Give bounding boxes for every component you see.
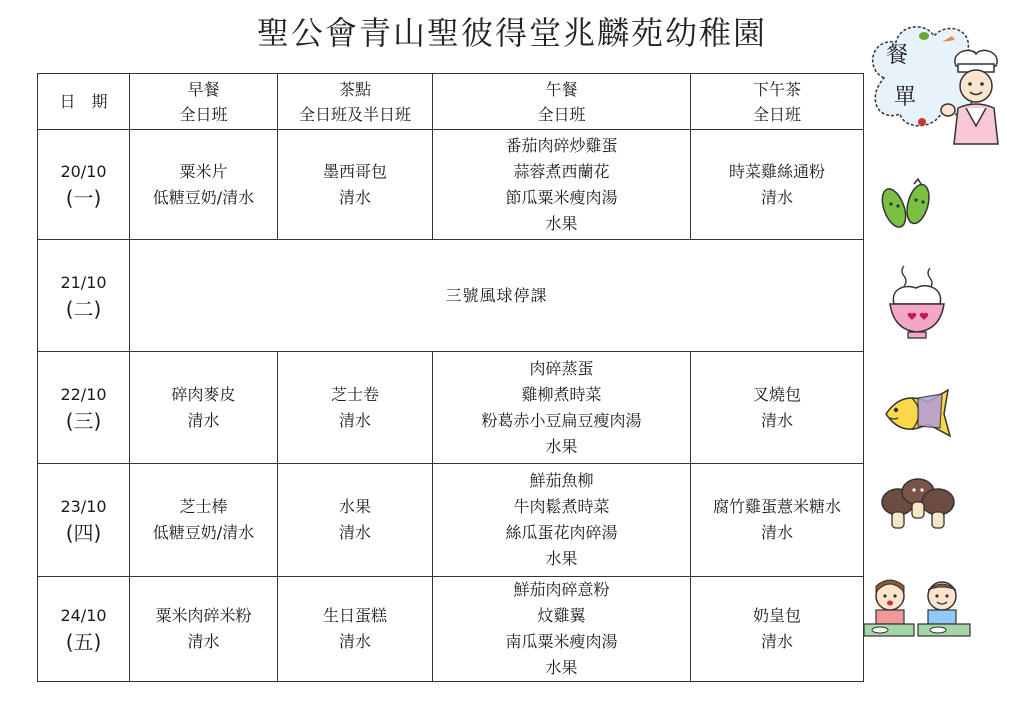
column-name: 茶點 <box>338 79 371 99</box>
menu-item: 低糖豆奶/清水 <box>152 187 255 207</box>
menu-item: 清水 <box>338 632 371 651</box>
closure-notice: 三號風球停課 <box>130 240 864 352</box>
breakfast-cell <box>130 577 278 682</box>
mushrooms-icon <box>878 474 956 534</box>
table-row <box>38 240 864 352</box>
menu-item: 絲瓜蛋花肉碎湯 <box>505 523 618 542</box>
column-sub: 全日班 <box>179 104 228 124</box>
header-breakfast <box>130 74 278 130</box>
column-sub: 全日班及半日班 <box>298 104 411 124</box>
menu-item: 番茄肉碎炒雞蛋 <box>505 135 618 155</box>
tea-cell <box>691 464 864 577</box>
menu-item: 清水 <box>760 632 793 651</box>
menu-item: 芝士棒 <box>179 497 228 516</box>
page-title: 聖公會青山聖彼得堂兆麟苑幼稚園 <box>256 14 767 52</box>
menu-item: 粟米肉碎米粉 <box>155 606 252 625</box>
date: 23/10 <box>60 497 107 516</box>
table-row <box>38 577 864 682</box>
column-sub: 全日班 <box>752 104 801 124</box>
weekday: (五) <box>65 630 102 654</box>
menu-item: 低糖豆奶/清水 <box>152 523 255 542</box>
column-sub: 全日班 <box>537 104 586 124</box>
menu-item: 牛肉鬆煮時菜 <box>513 497 610 516</box>
snack-cell <box>278 577 433 682</box>
weekday: (四) <box>65 521 102 545</box>
weekday: (一) <box>65 185 102 210</box>
lunch-cell <box>433 352 691 464</box>
menu-item: 水果 <box>545 436 578 456</box>
menu-item: 雞柳煮時菜 <box>521 384 602 404</box>
menu-item: 清水 <box>760 187 793 207</box>
table-row <box>38 464 864 577</box>
menu-item: 粟米片 <box>179 161 228 181</box>
menu-item: 鮮茄魚柳 <box>529 471 594 490</box>
badge-char-2: 單 <box>894 85 917 110</box>
date-cell <box>38 240 130 352</box>
header-lunch <box>433 74 691 130</box>
menu-item: 南瓜粟米瘦肉湯 <box>505 632 618 651</box>
date-cell <box>38 130 130 240</box>
menu-item: 奶皇包 <box>752 606 801 625</box>
menu-item: 清水 <box>338 410 371 430</box>
breakfast-cell <box>130 352 278 464</box>
badge-char-1: 餐 <box>886 43 909 68</box>
table-row <box>38 130 864 240</box>
date-cell <box>38 352 130 464</box>
menu-item: 墨西哥包 <box>322 161 387 181</box>
menu-item: 蒜蓉煮西蘭花 <box>513 161 610 181</box>
menu-item: 叉燒包 <box>752 384 801 404</box>
table-row <box>38 352 864 464</box>
menu-table <box>37 73 864 682</box>
menu-item: 清水 <box>760 410 793 430</box>
snack-cell <box>278 352 433 464</box>
children-eating-icon <box>862 574 974 640</box>
tea-cell <box>691 577 864 682</box>
header-row <box>38 74 864 130</box>
menu-item: 清水 <box>187 632 220 651</box>
tea-cell <box>691 130 864 240</box>
snack-cell <box>278 464 433 577</box>
column-name: 下午茶 <box>752 79 801 99</box>
date-cell <box>38 577 130 682</box>
header-tea <box>691 74 864 130</box>
menu-item: 節瓜粟米瘦肉湯 <box>505 187 618 207</box>
menu-item: 時菜雞絲通粉 <box>728 161 825 181</box>
menu-badge <box>864 18 1024 148</box>
date: 20/10 <box>60 161 107 181</box>
date: 22/10 <box>60 384 107 404</box>
breakfast-cell <box>130 130 278 240</box>
header-date <box>38 74 130 130</box>
menu-item: 清水 <box>338 187 371 207</box>
weekday: (二) <box>65 296 102 321</box>
menu-item: 生日蛋糕 <box>322 606 387 625</box>
lunch-cell <box>433 577 691 682</box>
lunch-cell <box>433 464 691 577</box>
column-name: 午餐 <box>545 79 578 99</box>
menu-item: 水果 <box>545 213 578 233</box>
menu-item: 腐竹雞蛋薏米糖水 <box>712 497 841 516</box>
menu-item: 水果 <box>545 549 578 568</box>
menu-item: 粉葛赤小豆扁豆瘦肉湯 <box>481 410 642 430</box>
header-snack <box>278 74 433 130</box>
menu-item: 清水 <box>760 523 793 542</box>
fish-icon <box>882 384 954 440</box>
weekday: (三) <box>65 408 102 433</box>
header-date-label: 日 期 <box>59 92 108 111</box>
menu-item: 水果 <box>545 658 578 677</box>
menu-item: 水果 <box>338 497 371 516</box>
date-cell <box>38 464 130 577</box>
rice-bowl-icon <box>886 262 948 342</box>
chef-icon <box>936 46 1016 146</box>
snack-cell <box>278 130 433 240</box>
menu-item: 清水 <box>338 523 371 542</box>
tea-cell <box>691 352 864 464</box>
menu-item: 芝士卷 <box>330 384 379 404</box>
date: 24/10 <box>60 606 107 625</box>
menu-item: 清水 <box>187 410 220 430</box>
date: 21/10 <box>60 272 107 292</box>
breakfast-cell <box>130 464 278 577</box>
peas-icon <box>876 178 936 234</box>
lunch-cell <box>433 130 691 240</box>
column-name: 早餐 <box>187 79 220 99</box>
menu-item: 炆雞翼 <box>537 606 586 625</box>
menu-item: 肉碎蒸蛋 <box>529 358 594 378</box>
menu-item: 鮮茄肉碎意粉 <box>513 580 610 599</box>
menu-item: 碎肉麥皮 <box>171 384 236 404</box>
